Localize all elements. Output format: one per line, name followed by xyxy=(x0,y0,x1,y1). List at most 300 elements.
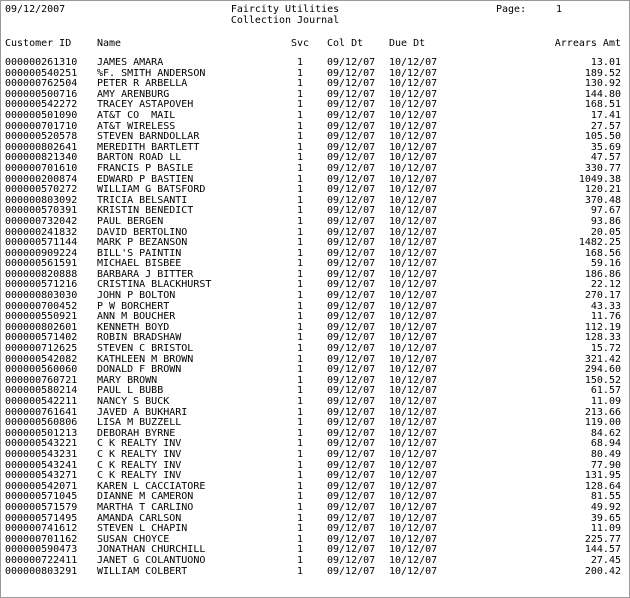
customer-id-cell: 000000580214 xyxy=(5,385,78,397)
customer-id-cell: 000000762504 xyxy=(5,78,78,90)
column-header-name: Name xyxy=(97,38,122,49)
due-dt-cell: 10/12/07 xyxy=(389,491,438,503)
due-dt-cell: 10/12/07 xyxy=(389,396,438,407)
name-cell: TRICIA BELSANTI xyxy=(97,194,188,206)
name-cell: %F. SMITH ANDERSON xyxy=(97,67,206,79)
due-dt-cell: 10/12/07 xyxy=(389,523,438,535)
name-cell: PETER R ARBELLA xyxy=(97,78,188,90)
table-row xyxy=(1,492,629,503)
arrears-amt-cell: 144.57 xyxy=(584,544,621,556)
svc-cell: 1 xyxy=(297,67,304,79)
svc-cell: 1 xyxy=(297,152,304,164)
name-cell: STEVEN BARNDOLLAR xyxy=(97,131,200,143)
customer-id-cell: 000000760721 xyxy=(5,374,78,386)
table-row xyxy=(1,323,629,334)
col-dt-cell: 09/12/07 xyxy=(327,141,376,153)
col-dt-cell: 09/12/07 xyxy=(327,215,376,227)
col-dt-cell: 09/12/07 xyxy=(327,67,376,79)
col-dt-cell: 09/12/07 xyxy=(327,205,376,217)
arrears-amt-cell: 20.05 xyxy=(590,226,621,238)
col-dt-cell: 09/12/07 xyxy=(327,279,376,291)
svc-cell: 1 xyxy=(297,57,304,68)
table-row xyxy=(1,408,629,419)
customer-id-cell: 000000821340 xyxy=(5,152,78,164)
due-dt-cell: 10/12/07 xyxy=(389,332,438,344)
table-row xyxy=(1,376,629,387)
arrears-amt-cell: 144.80 xyxy=(584,88,621,100)
customer-id-cell: 000000200874 xyxy=(5,173,78,185)
customer-id-cell: 000000741612 xyxy=(5,523,78,535)
due-dt-cell: 10/12/07 xyxy=(389,57,438,68)
col-dt-cell: 09/12/07 xyxy=(327,173,376,185)
col-dt-cell: 09/12/07 xyxy=(327,544,376,556)
due-dt-cell: 10/12/07 xyxy=(389,279,438,291)
arrears-amt-cell: 84.62 xyxy=(590,427,621,439)
customer-id-cell: 000000542082 xyxy=(5,353,78,365)
svc-cell: 1 xyxy=(297,184,304,196)
table-row xyxy=(1,503,629,514)
table-row xyxy=(1,386,629,397)
arrears-amt-cell: 105.50 xyxy=(584,131,621,143)
due-dt-cell: 10/12/07 xyxy=(389,120,438,132)
col-dt-cell: 09/12/07 xyxy=(327,364,376,376)
arrears-amt-cell: 270.17 xyxy=(584,290,621,302)
name-cell: EDWARD P BASTIEN xyxy=(97,173,194,185)
table-row xyxy=(1,196,629,207)
col-dt-cell: 09/12/07 xyxy=(327,184,376,196)
col-dt-cell: 09/12/07 xyxy=(327,533,376,545)
name-cell: AMY ARENBURG xyxy=(97,88,170,100)
customer-id-cell: 000000803092 xyxy=(5,194,78,206)
due-dt-cell: 10/12/07 xyxy=(389,184,438,196)
name-cell: DIANNE M CAMERON xyxy=(97,491,194,503)
due-dt-cell: 10/12/07 xyxy=(389,343,438,355)
due-dt-cell: 10/12/07 xyxy=(389,554,438,566)
arrears-amt-cell: 97.67 xyxy=(590,205,621,217)
customer-id-cell: 000000500716 xyxy=(5,88,78,100)
table-row xyxy=(1,132,629,143)
name-cell: MICHAEL BISBEE xyxy=(97,258,182,270)
due-dt-cell: 10/12/07 xyxy=(389,162,438,174)
due-dt-cell: 10/12/07 xyxy=(389,438,438,450)
arrears-amt-cell: 47.57 xyxy=(590,152,621,164)
svc-cell: 1 xyxy=(297,268,304,280)
name-cell: JONATHAN CHURCHILL xyxy=(97,544,206,556)
customer-id-cell: 000000712625 xyxy=(5,343,78,355)
table-row xyxy=(1,270,629,281)
name-cell: MARK P BEZANSON xyxy=(97,237,188,249)
col-dt-cell: 09/12/07 xyxy=(327,353,376,365)
due-dt-cell: 10/12/07 xyxy=(389,300,438,312)
name-cell: WILLIAM COLBERT xyxy=(97,565,188,577)
due-dt-cell: 10/12/07 xyxy=(389,215,438,227)
col-dt-cell: 09/12/07 xyxy=(327,237,376,249)
table-row xyxy=(1,344,629,355)
svc-cell: 1 xyxy=(297,533,304,545)
col-dt-cell: 09/12/07 xyxy=(327,300,376,312)
column-header-svc: Svc xyxy=(291,38,310,49)
table-row xyxy=(1,90,629,101)
col-dt-cell: 09/12/07 xyxy=(327,311,376,323)
name-cell: BARTON ROAD LL xyxy=(97,152,182,164)
due-dt-cell: 10/12/07 xyxy=(389,99,438,111)
due-dt-cell: 10/12/07 xyxy=(389,459,438,471)
svc-cell: 1 xyxy=(297,131,304,143)
col-dt-cell: 09/12/07 xyxy=(327,88,376,100)
svc-cell: 1 xyxy=(297,332,304,344)
arrears-amt-cell: 200.42 xyxy=(584,565,621,577)
name-cell: JOHN P BOLTON xyxy=(97,290,176,302)
arrears-amt-cell: 128.64 xyxy=(584,480,621,492)
svc-cell: 1 xyxy=(297,396,304,407)
report-subtitle: Collection Journal xyxy=(230,15,340,26)
svc-cell: 1 xyxy=(297,311,304,323)
table-row xyxy=(1,397,629,408)
svc-cell: 1 xyxy=(297,343,304,355)
due-dt-cell: 10/12/07 xyxy=(389,533,438,545)
col-dt-cell: 09/12/07 xyxy=(327,194,376,206)
arrears-amt-cell: 11.09 xyxy=(590,396,621,407)
table-row xyxy=(1,365,629,376)
table-row xyxy=(1,450,629,461)
table-row xyxy=(1,238,629,249)
svc-cell: 1 xyxy=(297,491,304,503)
column-header-customer-id: Customer ID xyxy=(5,38,72,49)
customer-id-cell: 000000802641 xyxy=(5,141,78,153)
svc-cell: 1 xyxy=(297,470,304,482)
svc-cell: 1 xyxy=(297,120,304,132)
name-cell: AMANDA CARLSON xyxy=(97,512,182,524)
arrears-amt-cell: 77.90 xyxy=(590,459,621,471)
col-dt-cell: 09/12/07 xyxy=(327,258,376,270)
due-dt-cell: 10/12/07 xyxy=(389,131,438,143)
customer-id-cell: 000000761641 xyxy=(5,406,78,418)
arrears-amt-cell: 35.69 xyxy=(590,141,621,153)
name-cell: AT&T WIRELESS xyxy=(97,120,176,132)
due-dt-cell: 10/12/07 xyxy=(389,290,438,302)
col-dt-cell: 09/12/07 xyxy=(327,396,376,407)
customer-id-cell: 000000722411 xyxy=(5,554,78,566)
customer-id-cell: 000000543241 xyxy=(5,459,78,471)
table-row xyxy=(1,291,629,302)
col-dt-cell: 09/12/07 xyxy=(327,427,376,439)
svc-cell: 1 xyxy=(297,523,304,535)
name-cell: STEVEN C BRISTOL xyxy=(97,343,194,355)
svc-cell: 1 xyxy=(297,247,304,259)
due-dt-cell: 10/12/07 xyxy=(389,258,438,270)
due-dt-cell: 10/12/07 xyxy=(389,141,438,153)
customer-id-cell: 000000543231 xyxy=(5,448,78,460)
table-row xyxy=(1,228,629,239)
name-cell: PAUL L BUBB xyxy=(97,385,164,397)
svc-cell: 1 xyxy=(297,226,304,238)
table-row xyxy=(1,122,629,133)
svc-cell: 1 xyxy=(297,237,304,249)
customer-id-cell: 000000561591 xyxy=(5,258,78,270)
svc-cell: 1 xyxy=(297,459,304,471)
customer-id-cell: 000000543221 xyxy=(5,438,78,450)
due-dt-cell: 10/12/07 xyxy=(389,109,438,121)
col-dt-cell: 09/12/07 xyxy=(327,226,376,238)
table-row xyxy=(1,143,629,154)
col-dt-cell: 09/12/07 xyxy=(327,448,376,460)
col-dt-cell: 09/12/07 xyxy=(327,290,376,302)
page-label: Page: xyxy=(496,4,527,15)
due-dt-cell: 10/12/07 xyxy=(389,385,438,397)
arrears-amt-cell: 13.01 xyxy=(590,57,621,68)
name-cell: JAMES AMARA xyxy=(97,57,164,68)
name-cell: NANCY S BUCK xyxy=(97,396,170,407)
col-dt-cell: 09/12/07 xyxy=(327,343,376,355)
column-header-col-dt: Col Dt xyxy=(327,38,364,49)
report-title: Faircity Utilities xyxy=(230,4,340,15)
svc-cell: 1 xyxy=(297,173,304,185)
svc-cell: 1 xyxy=(297,353,304,365)
table-row xyxy=(1,333,629,344)
name-cell: MEREDITH BARTLETT xyxy=(97,141,200,153)
arrears-amt-cell: 17.41 xyxy=(590,109,621,121)
svc-cell: 1 xyxy=(297,427,304,439)
svc-cell: 1 xyxy=(297,544,304,556)
due-dt-cell: 10/12/07 xyxy=(389,247,438,259)
arrears-amt-cell: 168.56 xyxy=(584,247,621,259)
customer-id-cell: 000000571045 xyxy=(5,491,78,503)
col-dt-cell: 09/12/07 xyxy=(327,247,376,259)
table-row xyxy=(1,153,629,164)
table-row xyxy=(1,524,629,535)
name-cell: AT&T CO MAIL xyxy=(97,109,176,121)
name-cell: C K REALTY INV xyxy=(97,470,182,482)
col-dt-cell: 09/12/07 xyxy=(327,120,376,132)
arrears-amt-cell: 61.57 xyxy=(590,385,621,397)
col-dt-cell: 09/12/07 xyxy=(327,501,376,513)
customer-id-cell: 000000571144 xyxy=(5,237,78,249)
arrears-amt-cell: 186.86 xyxy=(584,268,621,280)
name-cell: CRISTINA BLACKHURST xyxy=(97,279,212,291)
col-dt-cell: 09/12/07 xyxy=(327,512,376,524)
table-row xyxy=(1,535,629,546)
svc-cell: 1 xyxy=(297,99,304,111)
col-dt-cell: 09/12/07 xyxy=(327,417,376,429)
svc-cell: 1 xyxy=(297,480,304,492)
table-row xyxy=(1,312,629,323)
customer-id-cell: 000000700452 xyxy=(5,300,78,312)
svc-cell: 1 xyxy=(297,141,304,153)
arrears-amt-cell: 213.66 xyxy=(584,406,621,418)
due-dt-cell: 10/12/07 xyxy=(389,78,438,90)
svc-cell: 1 xyxy=(297,109,304,121)
arrears-amt-cell: 150.52 xyxy=(584,374,621,386)
customer-id-cell: 000000732042 xyxy=(5,215,78,227)
customer-id-cell: 000000540251 xyxy=(5,67,78,79)
due-dt-cell: 10/12/07 xyxy=(389,226,438,238)
arrears-amt-cell: 43.33 xyxy=(590,300,621,312)
customer-id-cell: 000000570272 xyxy=(5,184,78,196)
svc-cell: 1 xyxy=(297,88,304,100)
arrears-amt-cell: 81.55 xyxy=(590,491,621,503)
arrears-amt-cell: 11.09 xyxy=(590,523,621,535)
name-cell: DONALD F BROWN xyxy=(97,364,182,376)
svc-cell: 1 xyxy=(297,290,304,302)
table-row xyxy=(1,259,629,270)
journal-rows xyxy=(1,58,629,577)
arrears-amt-cell: 119.00 xyxy=(584,417,621,429)
due-dt-cell: 10/12/07 xyxy=(389,152,438,164)
customer-id-cell: 000000550921 xyxy=(5,311,78,323)
table-row xyxy=(1,79,629,90)
customer-id-cell: 000000501213 xyxy=(5,427,78,439)
svc-cell: 1 xyxy=(297,364,304,376)
name-cell: MARTHA T CARLINO xyxy=(97,501,194,513)
svc-cell: 1 xyxy=(297,279,304,291)
table-row xyxy=(1,69,629,80)
due-dt-cell: 10/12/07 xyxy=(389,480,438,492)
arrears-amt-cell: 112.19 xyxy=(584,321,621,333)
customer-id-cell: 000000909224 xyxy=(5,247,78,259)
table-row xyxy=(1,418,629,429)
customer-id-cell: 000000701710 xyxy=(5,120,78,132)
due-dt-cell: 10/12/07 xyxy=(389,406,438,418)
name-cell: SUSAN CHOYCE xyxy=(97,533,170,545)
svc-cell: 1 xyxy=(297,374,304,386)
customer-id-cell: 000000571216 xyxy=(5,279,78,291)
svc-cell: 1 xyxy=(297,162,304,174)
col-dt-cell: 09/12/07 xyxy=(327,78,376,90)
arrears-amt-cell: 168.51 xyxy=(584,99,621,111)
name-cell: FRANCIS P BASILE xyxy=(97,162,194,174)
arrears-amt-cell: 225.77 xyxy=(584,533,621,545)
name-cell: KENNETH BOYD xyxy=(97,321,170,333)
customer-id-cell: 000000501090 xyxy=(5,109,78,121)
svc-cell: 1 xyxy=(297,78,304,90)
name-cell: JAVED A BUKHARI xyxy=(97,406,188,418)
col-dt-cell: 09/12/07 xyxy=(327,57,376,68)
col-dt-cell: 09/12/07 xyxy=(327,268,376,280)
col-dt-cell: 09/12/07 xyxy=(327,406,376,418)
svc-cell: 1 xyxy=(297,417,304,429)
column-header-arrears-amt: Arrears Amt xyxy=(554,38,621,49)
page-number: 1 xyxy=(556,4,563,15)
arrears-amt-cell: 93.86 xyxy=(590,215,621,227)
name-cell: PAUL BERGEN xyxy=(97,215,164,227)
customer-id-cell: 000000570391 xyxy=(5,205,78,217)
table-row xyxy=(1,545,629,556)
col-dt-cell: 09/12/07 xyxy=(327,162,376,174)
arrears-amt-cell: 39.65 xyxy=(590,512,621,524)
col-dt-cell: 09/12/07 xyxy=(327,523,376,535)
arrears-amt-cell: 120.21 xyxy=(584,184,621,196)
due-dt-cell: 10/12/07 xyxy=(389,512,438,524)
arrears-amt-cell: 22.12 xyxy=(590,279,621,291)
customer-id-cell: 000000520578 xyxy=(5,131,78,143)
name-cell: BARBARA J BITTER xyxy=(97,268,194,280)
due-dt-cell: 10/12/07 xyxy=(389,353,438,365)
col-dt-cell: 09/12/07 xyxy=(327,374,376,386)
due-dt-cell: 10/12/07 xyxy=(389,88,438,100)
due-dt-cell: 10/12/07 xyxy=(389,470,438,482)
name-cell: MARY BROWN xyxy=(97,374,158,386)
name-cell: ROBIN BRADSHAW xyxy=(97,332,182,344)
name-cell: KRISTIN BENEDICT xyxy=(97,205,194,217)
due-dt-cell: 10/12/07 xyxy=(389,374,438,386)
table-row xyxy=(1,556,629,567)
col-dt-cell: 09/12/07 xyxy=(327,99,376,111)
col-dt-cell: 09/12/07 xyxy=(327,491,376,503)
customer-id-cell: 000000560806 xyxy=(5,417,78,429)
due-dt-cell: 10/12/07 xyxy=(389,237,438,249)
svc-cell: 1 xyxy=(297,385,304,397)
svc-cell: 1 xyxy=(297,300,304,312)
svc-cell: 1 xyxy=(297,448,304,460)
due-dt-cell: 10/12/07 xyxy=(389,417,438,429)
due-dt-cell: 10/12/07 xyxy=(389,427,438,439)
svc-cell: 1 xyxy=(297,215,304,227)
table-row xyxy=(1,302,629,313)
table-row xyxy=(1,514,629,525)
arrears-amt-cell: 1049.38 xyxy=(578,173,621,185)
due-dt-cell: 10/12/07 xyxy=(389,321,438,333)
name-cell: C K REALTY INV xyxy=(97,448,182,460)
arrears-amt-cell: 49.92 xyxy=(590,501,621,513)
arrears-amt-cell: 59.16 xyxy=(590,258,621,270)
report-date: 09/12/2007 xyxy=(5,4,66,15)
arrears-amt-cell: 321.42 xyxy=(584,353,621,365)
customer-id-cell: 000000542071 xyxy=(5,480,78,492)
due-dt-cell: 10/12/07 xyxy=(389,565,438,577)
arrears-amt-cell: 330.77 xyxy=(584,162,621,174)
name-cell: P W BORCHERT xyxy=(97,300,170,312)
arrears-amt-cell: 294.60 xyxy=(584,364,621,376)
svc-cell: 1 xyxy=(297,554,304,566)
customer-id-cell: 000000820888 xyxy=(5,268,78,280)
name-cell: DAVID BERTOLINO xyxy=(97,226,188,238)
table-row xyxy=(1,439,629,450)
customer-id-cell: 000000543271 xyxy=(5,470,78,482)
table-row xyxy=(1,461,629,472)
col-dt-cell: 09/12/07 xyxy=(327,131,376,143)
svc-cell: 1 xyxy=(297,438,304,450)
due-dt-cell: 10/12/07 xyxy=(389,205,438,217)
col-dt-cell: 09/12/07 xyxy=(327,480,376,492)
customer-id-cell: 000000241832 xyxy=(5,226,78,238)
col-dt-cell: 09/12/07 xyxy=(327,332,376,344)
table-row xyxy=(1,280,629,291)
due-dt-cell: 10/12/07 xyxy=(389,501,438,513)
table-row xyxy=(1,164,629,175)
table-row xyxy=(1,482,629,493)
arrears-amt-cell: 1482.25 xyxy=(578,237,621,249)
arrears-amt-cell: 189.52 xyxy=(584,67,621,79)
customer-id-cell: 000000803291 xyxy=(5,565,78,577)
name-cell: KAREN L CACCIATORE xyxy=(97,480,206,492)
customer-id-cell: 000000571495 xyxy=(5,512,78,524)
table-row xyxy=(1,567,629,578)
arrears-amt-cell: 128.33 xyxy=(584,332,621,344)
table-row xyxy=(1,185,629,196)
arrears-amt-cell: 15.72 xyxy=(590,343,621,355)
customer-id-cell: 000000701610 xyxy=(5,162,78,174)
customer-id-cell: 000000701162 xyxy=(5,533,78,545)
col-dt-cell: 09/12/07 xyxy=(327,554,376,566)
arrears-amt-cell: 68.94 xyxy=(590,438,621,450)
name-cell: C K REALTY INV xyxy=(97,459,182,471)
col-dt-cell: 09/12/07 xyxy=(327,459,376,471)
column-header-due-dt: Due Dt xyxy=(389,38,426,49)
table-row xyxy=(1,217,629,228)
table-row xyxy=(1,355,629,366)
svc-cell: 1 xyxy=(297,321,304,333)
name-cell: DEBORAH BYRNE xyxy=(97,427,176,439)
